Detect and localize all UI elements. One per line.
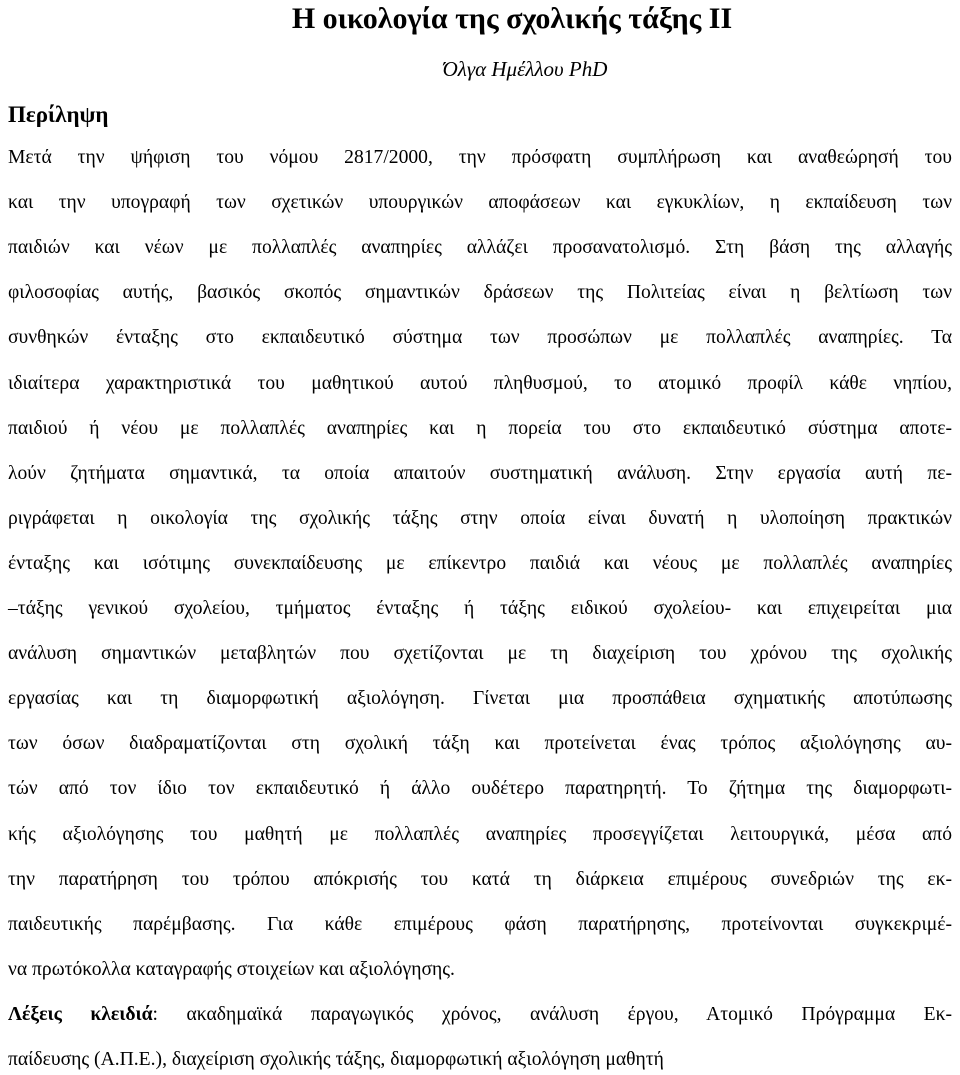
document-title: Η οικολογία της σχολικής τάξης ΙΙ [291,2,733,35]
abstract-line: –τάξης γενικού σχολείου, τμήματος ένταξης ή τάξης ειδικού σχολείου- και επιχειρείται μια [8,598,952,619]
abstract-line: παιδευτικής παρέμβασης. Για κάθε επιμέρους φάση παρατήρησης, προτείνονται συγκεκριμέ- [8,913,952,935]
abstract-line: ένταξης και ισότιμης συνεκπαίδευσης με επίκεντρο παιδιά και νέους με πολλαπλές αναπηρίες [8,552,952,574]
author-name: Όλγα Ημέλλου PhD [442,57,608,81]
abstract-line: φιλοσοφίας αυτής, βασικός σκοπός σημαντικών δράσεων της Πολιτείας είναι η βελτίωση των [8,282,952,304]
abstract-line: τών από τον ίδιο τον εκπαιδευτικό ή άλλο ουδέτερο παρατηρητή. Το ζήτημα της διαμορφωτι- [8,778,952,800]
keywords-text-1: ακαδημαϊκά παραγωγικός χρόνος, ανάλυση έργου, Ατομικό Πρόγραμμα Εκ- [186,1003,952,1025]
keywords-line-1 [8,1000,952,1030]
abstract-line: εργασίας και τη διαμορφωτική αξιολόγηση. Γίνεται μια προσπάθεια σχηματικής αποτύπωσης [8,688,952,710]
abstract-line: παιδιών και νέων με πολλαπλές αναπηρίες αλλάζει προσανατολισμό. Στη βάση της αλλαγής [8,237,952,259]
abstract-heading: Περίληψη [8,102,109,127]
abstract-line: Μετά την ψήφιση του νόμου 2817/2000, την πρόσφατη συμπλήρωση και αναθεώρησή του [8,147,952,168]
abstract-line: παιδιού ή νέου με πολλαπλές αναπηρίες και η πορεία του στο εκπαιδευτικό σύστημα αποτε- [8,417,952,439]
keywords-separator: : [152,1003,187,1025]
abstract-line: ανάλυση σημαντικών μεταβλητών που σχετίζονται με τη διαχείριση του χρόνου της σχολικής [8,643,952,665]
abstract-line: και την υπογραφή των σχετικών υπουργικών αποφάσεων και εγκυκλίων, η εκπαίδευση των [8,192,952,214]
keywords-label: Λέξεις κλειδιά [8,1003,153,1025]
keywords-line-2: παίδευσης (Α.Π.Ε.), διαχείριση σχολικής τάξης, διαμορφωτική αξιολόγηση μαθητή [8,1049,664,1070]
abstract-line: ιδιαίτερα χαρακτηριστικά του μαθητικού αυτού πληθυσμού, το ατομικό προφίλ κάθε νηπίου, [8,372,952,394]
abstract-line: των όσων διαδραματίζονται στη σχολική τάξη και προτείνεται ένας τρόπος αξιολόγησης αυ- [8,733,952,755]
abstract-line: την παρατήρηση του τρόπου απόκρισής του κατά τη διάρκεια επιμέρους συνεδριών της εκ- [8,868,952,890]
abstract-line: ριγράφεται η οικολογία της σχολικής τάξης στην οποία είναι δυνατή η υλοποίηση πρακτικών [8,507,952,529]
abstract-line: να πρωτόκολλα καταγραφής στοιχείων και αξιολόγησης. [8,958,455,980]
abstract-line: λούν ζητήματα σημαντικά, τα οποία απαιτούν συστηματική ανάλυση. Στην εργασία αυτή πε- [8,462,952,484]
abstract-line: κής αξιολόγησης του μαθητή με πολλαπλές αναπηρίες προσεγγίζεται λειτουργικά, μέσα από [8,823,952,845]
abstract-line: συνθηκών ένταξης στο εκπαιδευτικό σύστημα των προσώπων με πολλαπλές αναπηρίες. Τα [8,327,952,349]
